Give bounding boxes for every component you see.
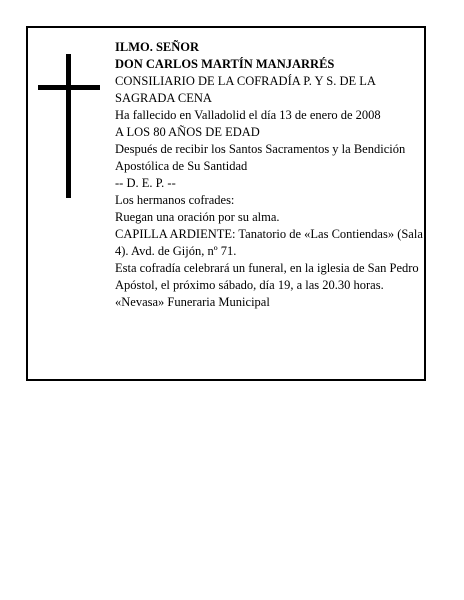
- obituary-text: [115, 39, 427, 311]
- deceased-name: DON CARLOS MARTÍN MANJARRÉS: [115, 57, 335, 71]
- obituary-notice: [26, 26, 426, 381]
- honorific-title: ILMO. SEÑOR: [115, 40, 200, 54]
- mourners-heading: Los hermanos cofrades:: [115, 193, 235, 207]
- death-place-date: Ha fallecido en Valladolid el día 13 de enero de 2008: [115, 108, 381, 122]
- sacraments-text: Después de recibir los Santos Sacramentos y la Bendición Apostólica de Su Santidad: [115, 142, 406, 173]
- cross-icon: [38, 54, 100, 198]
- deceased-position: CONSILIARIO DE LA COFRADÍA P. Y S. DE LA SAGRADA CENA: [115, 74, 376, 105]
- rip-text: -- D. E. P. --: [115, 176, 176, 190]
- cross-horizontal-bar: [38, 85, 100, 90]
- cross-vertical-bar: [66, 54, 71, 198]
- funeral-home: «Nevasa» Funeraria Municipal: [115, 295, 270, 309]
- chapel-info: CAPILLA ARDIENTE: Tanatorio de «Las Contiendas» (Sala 4). Avd. de Gijón, nº 71.: [115, 227, 423, 258]
- funeral-info: Esta cofradía celebrará un funeral, en la iglesia de San Pedro Apóstol, el próximo sábado, día 19, a las 20.30 horas.: [115, 261, 419, 292]
- deceased-age: A LOS 80 AÑOS DE EDAD: [115, 125, 260, 139]
- prayer-request: Ruegan una oración por su alma.: [115, 210, 280, 224]
